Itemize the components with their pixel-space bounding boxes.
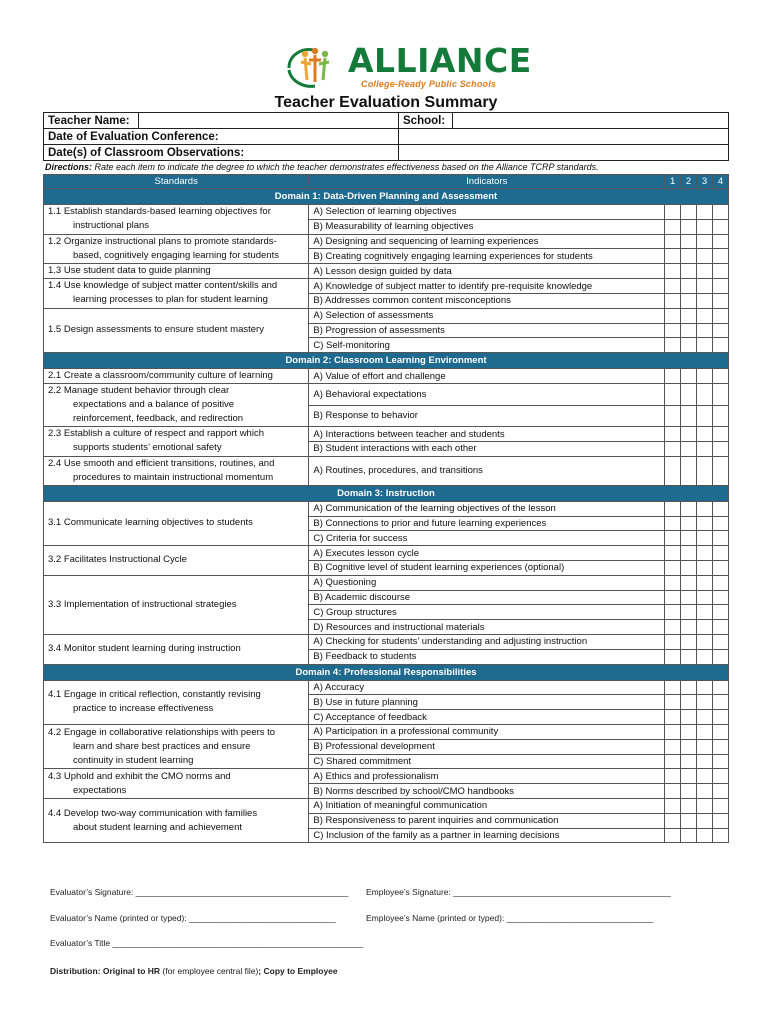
rating-cell-1[interactable] [665,219,681,234]
rating-cell-1[interactable] [665,784,681,799]
standard-cell [44,769,309,799]
rating-cell-2[interactable] [681,279,697,294]
rating-cell-4[interactable] [713,219,729,234]
rating-cell-2[interactable] [681,813,697,828]
standard-cell [44,546,309,576]
rating-cell-4[interactable] [713,710,729,725]
indicator-row [44,501,729,516]
rating-cell-2[interactable] [681,680,697,695]
standard-text: procedures to maintain instructional momentum [73,471,274,483]
indicator-cell: A) Lesson design guided by data [309,264,665,279]
rating-cell-1[interactable] [665,384,681,406]
rating-cell-4[interactable] [713,590,729,605]
rating-header-4: 4 [713,175,729,189]
indicator-row [44,384,729,406]
rating-cell-2[interactable] [681,769,697,784]
standard-text: 1.4 Use knowledge of subject matter content/skills and [48,280,278,292]
rating-cell-2[interactable] [681,308,697,323]
rating-cell-2[interactable] [681,384,697,406]
rating-cell-3[interactable] [697,813,713,828]
rating-cell-2[interactable] [681,739,697,754]
rating-cell-1[interactable] [665,695,681,710]
rating-cell-3[interactable] [697,323,713,338]
rating-cell-1[interactable] [665,739,681,754]
indicator-cell: D) Resources and instructional materials [309,620,665,635]
teacher-name-field[interactable] [139,113,399,129]
distribution-label: Distribution: Original to HR [50,966,161,976]
standard-text: 2.2 Manage student behavior through clear [48,385,230,397]
evaluator-signature-line[interactable]: Evaluator’s Signature: _____________________________________________ [50,887,349,897]
rating-cell-4[interactable] [713,264,729,279]
standard-cell [44,427,309,457]
rating-cell-4[interactable] [713,234,729,249]
standard-text: 4.3 Uphold and exhibit the CMO norms and [48,770,231,782]
rating-cell-4[interactable] [713,769,729,784]
evaluation-table [43,174,729,843]
indicator-row [44,575,729,590]
domain-title: Domain 4: Professional Responsibilities [44,664,729,680]
rating-cell-2[interactable] [681,724,697,739]
standard-text: 4.2 Engage in collaborative relationships with peers to [48,726,276,738]
rating-cell-3[interactable] [697,634,713,649]
domain-title: Domain 3: Instruction [44,485,729,501]
indicator-cell: B) Measurability of learning objectives [309,219,665,234]
rating-cell-3[interactable] [697,724,713,739]
indicator-cell: A) Executes lesson cycle [309,546,665,561]
rating-cell-1[interactable] [665,249,681,264]
standard-text: 3.2 Facilitates Instructional Cycle [48,554,187,566]
rating-cell-1[interactable] [665,620,681,635]
rating-cell-2[interactable] [681,205,697,220]
school-label: School: [399,113,453,129]
rating-cell-4[interactable] [713,575,729,590]
rating-cell-2[interactable] [681,516,697,531]
indicator-cell: B) Response to behavior [309,405,665,427]
rating-cell-3[interactable] [697,798,713,813]
employee-signature-line[interactable]: Employee’s Signature: ______________________________________________ [366,887,671,897]
rating-cell-1[interactable] [665,828,681,843]
rating-cell-1[interactable] [665,405,681,427]
teacher-name-label: Teacher Name: [44,113,139,129]
indicator-cell: A) Initiation of meaningful communication [309,798,665,813]
rating-header-3: 3 [697,175,713,189]
rating-cell-4[interactable] [713,546,729,561]
indicator-cell: B) Academic discourse [309,590,665,605]
indicator-cell: B) Cognitive level of student learning experiences (optional) [309,560,665,575]
rating-cell-2[interactable] [681,427,697,442]
rating-cell-2[interactable] [681,798,697,813]
rating-cell-3[interactable] [697,293,713,308]
rating-cell-4[interactable] [713,308,729,323]
observation-dates-field[interactable] [399,145,729,161]
indicator-cell: A) Designing and sequencing of learning experiences [309,234,665,249]
indicator-row [44,279,729,294]
standard-text: 1.1 Establish standards-based learning objectives for [48,206,271,218]
domain-title: Domain 2: Classroom Learning Environment [44,353,729,369]
distribution-end: ; Copy to Employee [258,966,338,976]
table-header-row [44,175,729,189]
rating-cell-3[interactable] [697,575,713,590]
rating-cell-3[interactable] [697,516,713,531]
rating-cell-1[interactable] [665,323,681,338]
rating-cell-2[interactable] [681,338,697,353]
rating-cell-2[interactable] [681,531,697,546]
rating-cell-4[interactable] [713,293,729,308]
directions [43,161,729,174]
rating-cell-2[interactable] [681,754,697,769]
standard-text: instructional plans [73,220,150,232]
domain-header-row [44,189,729,205]
evaluator-title-line[interactable]: Evaluator’s Title _____________________________________________________ [50,938,364,948]
indicator-cell: C) Self-monitoring [309,338,665,353]
indicator-row [44,798,729,813]
rating-cell-2[interactable] [681,501,697,516]
rating-cell-2[interactable] [681,784,697,799]
rating-cell-4[interactable] [713,279,729,294]
standard-cell [44,724,309,768]
rating-cell-3[interactable] [697,560,713,575]
standard-text: reinforcement, feedback, and redirection [73,413,244,425]
rating-cell-4[interactable] [713,405,729,427]
standard-cell [44,308,309,352]
rating-cell-1[interactable] [665,205,681,220]
standard-cell [44,264,309,279]
indicator-row [44,456,729,485]
rating-cell-4[interactable] [713,724,729,739]
employee-name-line[interactable]: Employee’s Name (printed or typed): _______________________________ [366,913,654,923]
indicator-cell: C) Group structures [309,605,665,620]
rating-cell-4[interactable] [713,456,729,485]
rating-cell-3[interactable] [697,828,713,843]
rating-cell-4[interactable] [713,369,729,384]
standard-cell [44,456,309,485]
standard-cell [44,501,309,545]
indicator-row [44,264,729,279]
rating-cell-4[interactable] [713,205,729,220]
indicator-row [44,234,729,249]
rating-cell-1[interactable] [665,710,681,725]
domain-title: Domain 1: Data-Driven Planning and Assessment [44,189,729,205]
rating-cell-4[interactable] [713,516,729,531]
rating-cell-1[interactable] [665,680,681,695]
standard-text: about student learning and achievement [73,821,243,833]
rating-cell-3[interactable] [697,279,713,294]
rating-cell-3[interactable] [697,710,713,725]
standard-text: learning processes to plan for student learning [73,294,268,306]
rating-cell-4[interactable] [713,649,729,664]
rating-cell-1[interactable] [665,813,681,828]
rating-cell-3[interactable] [697,680,713,695]
rating-cell-2[interactable] [681,560,697,575]
rating-cell-3[interactable] [697,249,713,264]
rating-cell-3[interactable] [697,531,713,546]
school-field[interactable] [453,113,729,129]
rating-cell-3[interactable] [697,234,713,249]
indicator-row [44,546,729,561]
rating-cell-4[interactable] [713,739,729,754]
rating-cell-3[interactable] [697,769,713,784]
indicator-cell: A) Interactions between teacher and students [309,427,665,442]
indicator-cell: A) Communication of the learning objectives of the lesson [309,501,665,516]
rating-cell-2[interactable] [681,634,697,649]
standard-text: 1.3 Use student data to guide planning [48,265,211,277]
indicator-cell: B) Responsiveness to parent inquiries and communication [309,813,665,828]
rating-cell-1[interactable] [665,769,681,784]
rating-cell-2[interactable] [681,546,697,561]
indicator-cell: B) Use in future planning [309,695,665,710]
rating-cell-4[interactable] [713,828,729,843]
rating-cell-1[interactable] [665,605,681,620]
standard-cell [44,369,309,384]
rating-cell-1[interactable] [665,308,681,323]
standard-text: supports students’ emotional safety [73,442,222,454]
rating-cell-2[interactable] [681,710,697,725]
evaluator-name-line[interactable]: Evaluator’s Name (printed or typed): _______________________________ [50,913,336,923]
rating-cell-2[interactable] [681,405,697,427]
rating-cell-3[interactable] [697,456,713,485]
rating-cell-4[interactable] [713,620,729,635]
conference-date-field[interactable] [399,129,729,145]
rating-cell-2[interactable] [681,293,697,308]
logo-tagline: College-Ready Public Schools [361,79,497,89]
rating-cell-4[interactable] [713,323,729,338]
rating-cell-4[interactable] [713,441,729,456]
standard-text: practice to increase effectiveness [73,703,214,715]
indicator-cell: B) Feedback to students [309,649,665,664]
indicator-cell: C) Inclusion of the family as a partner in learning decisions [309,828,665,843]
indicator-row [44,634,729,649]
rating-cell-4[interactable] [713,605,729,620]
rating-cell-1[interactable] [665,724,681,739]
indicator-cell: A) Selection of assessments [309,308,665,323]
rating-cell-1[interactable] [665,501,681,516]
standard-text: continuity in student learning [73,754,194,766]
indicator-cell: C) Acceptance of feedback [309,710,665,725]
rating-cell-3[interactable] [697,219,713,234]
rating-cell-4[interactable] [713,560,729,575]
standard-cell [44,680,309,724]
distribution-middle: (for employee central file) [160,966,259,976]
rating-cell-3[interactable] [697,649,713,664]
rating-cell-1[interactable] [665,560,681,575]
rating-cell-1[interactable] [665,293,681,308]
indicator-cell: A) Routines, procedures, and transitions [309,456,665,485]
rating-cell-1[interactable] [665,798,681,813]
rating-cell-3[interactable] [697,308,713,323]
standard-cell [44,384,309,427]
domain-header-row [44,353,729,369]
rating-cell-1[interactable] [665,427,681,442]
rating-cell-1[interactable] [665,441,681,456]
indicator-cell: C) Shared commitment [309,754,665,769]
indicator-cell: A) Value of effort and challenge [309,369,665,384]
indicator-row [44,205,729,220]
indicator-row [44,724,729,739]
indicator-row [44,308,729,323]
standard-text: expectations and a balance of positive [73,399,235,411]
standard-text: 3.3 Implementation of instructional strategies [48,598,237,610]
standard-text: learn and share best practices and ensure [73,740,251,752]
rating-cell-3[interactable] [697,205,713,220]
rating-cell-3[interactable] [697,501,713,516]
rating-cell-3[interactable] [697,695,713,710]
domain-header-row [44,664,729,680]
rating-cell-4[interactable] [713,784,729,799]
rating-cell-3[interactable] [697,441,713,456]
rating-cell-1[interactable] [665,649,681,664]
indicator-cell: B) Connections to prior and future learning experiences [309,516,665,531]
rating-cell-3[interactable] [697,264,713,279]
rating-cell-2[interactable] [681,575,697,590]
rating-cell-2[interactable] [681,649,697,664]
rating-cell-1[interactable] [665,546,681,561]
indicator-cell: B) Progression of assessments [309,323,665,338]
rating-header-1: 1 [665,175,681,189]
rating-cell-2[interactable] [681,219,697,234]
rating-cell-1[interactable] [665,338,681,353]
rating-cell-2[interactable] [681,605,697,620]
rating-cell-3[interactable] [697,754,713,769]
indicator-cell: A) Behavioral expectations [309,384,665,406]
standard-cell [44,279,309,309]
rating-cell-4[interactable] [713,501,729,516]
rating-cell-4[interactable] [713,798,729,813]
indicator-cell: B) Student interactions with each other [309,441,665,456]
rating-cell-4[interactable] [713,531,729,546]
directions-label: Directions: [45,162,93,172]
standard-text: 2.1 Create a classroom/community culture of learning [48,370,273,382]
standard-text: 2.3 Establish a culture of respect and rapport which [48,428,264,440]
standard-text: 1.5 Design assessments to ensure student mastery [48,324,264,336]
indicator-cell: A) Questioning [309,575,665,590]
rating-cell-4[interactable] [713,695,729,710]
standard-text: 3.1 Communicate learning objectives to students [48,517,253,529]
standard-text: expectations [73,784,127,796]
rating-cell-2[interactable] [681,264,697,279]
alliance-figures-icon [283,44,345,90]
indicator-row [44,427,729,442]
rating-cell-2[interactable] [681,249,697,264]
rating-cell-1[interactable] [665,531,681,546]
rating-cell-1[interactable] [665,456,681,485]
directions-text: Rate each item to indicate the degree to which the teacher demonstrates effectiveness based on the Alliance TCRP standards. [92,162,599,172]
rating-cell-2[interactable] [681,590,697,605]
rating-cell-4[interactable] [713,634,729,649]
rating-cell-3[interactable] [697,546,713,561]
domain-header-row [44,485,729,501]
rating-cell-3[interactable] [697,405,713,427]
rating-cell-1[interactable] [665,369,681,384]
rating-cell-1[interactable] [665,234,681,249]
indicator-row [44,769,729,784]
indicator-row [44,369,729,384]
rating-cell-3[interactable] [697,620,713,635]
standard-text: 4.4 Develop two-way communication with families [48,807,258,819]
rating-cell-4[interactable] [713,338,729,353]
rating-cell-3[interactable] [697,590,713,605]
rating-cell-1[interactable] [665,575,681,590]
rating-cell-2[interactable] [681,369,697,384]
standard-cell [44,798,309,842]
indicators-header: Indicators [309,175,665,189]
rating-cell-3[interactable] [697,369,713,384]
rating-cell-1[interactable] [665,754,681,769]
rating-cell-1[interactable] [665,279,681,294]
standard-text: 3.4 Monitor student learning during instruction [48,643,241,655]
rating-cell-1[interactable] [665,264,681,279]
indicator-cell: A) Accuracy [309,680,665,695]
standard-cell [44,634,309,664]
standard-text: 2.4 Use smooth and efficient transitions, routines, and [48,457,275,469]
indicator-cell: A) Knowledge of subject matter to identify pre-requisite knowledge [309,279,665,294]
rating-cell-4[interactable] [713,754,729,769]
rating-cell-2[interactable] [681,695,697,710]
rating-cell-4[interactable] [713,384,729,406]
logo-wordmark: ALLIANCE [348,41,532,80]
indicator-cell: B) Addresses common content misconceptions [309,293,665,308]
indicator-cell: B) Professional development [309,739,665,754]
evaluation-page [43,0,729,843]
standard-cell [44,234,309,264]
standard-text: based, cognitively engaging learning for students [73,249,279,261]
logo [43,0,729,94]
standard-text: 1.2 Organize instructional plans to promote standards- [48,235,277,247]
rating-cell-4[interactable] [713,813,729,828]
rating-cell-2[interactable] [681,323,697,338]
distribution-note [50,966,338,976]
rating-cell-3[interactable] [697,784,713,799]
standard-cell [44,205,309,235]
rating-cell-2[interactable] [681,441,697,456]
rating-cell-4[interactable] [713,427,729,442]
indicator-cell: A) Ethics and professionalism [309,769,665,784]
page-title: Teacher Evaluation Summary [274,94,498,111]
teacher-info-table [43,112,729,161]
rating-cell-1[interactable] [665,516,681,531]
rating-cell-4[interactable] [713,249,729,264]
standard-text: 4.1 Engage in critical reflection, constantly revising [48,689,261,701]
rating-header-2: 2 [681,175,697,189]
rating-cell-2[interactable] [681,234,697,249]
observation-dates-label: Date(s) of Classroom Observations: [44,145,399,161]
indicator-cell: A) Participation in a professional community [309,724,665,739]
standards-header: Standards [44,175,309,189]
rating-cell-1[interactable] [665,590,681,605]
rating-cell-3[interactable] [697,384,713,406]
rating-cell-2[interactable] [681,620,697,635]
rating-cell-3[interactable] [697,338,713,353]
indicator-cell: B) Norms described by school/CMO handbooks [309,784,665,799]
indicator-cell: B) Creating cognitively engaging learning experiences for students [309,249,665,264]
rating-cell-4[interactable] [713,680,729,695]
conference-date-label: Date of Evaluation Conference: [44,129,399,145]
rating-cell-3[interactable] [697,605,713,620]
rating-cell-2[interactable] [681,828,697,843]
rating-cell-3[interactable] [697,739,713,754]
indicator-row [44,680,729,695]
rating-cell-2[interactable] [681,456,697,485]
standard-cell [44,575,309,634]
indicator-cell: C) Criteria for success [309,531,665,546]
rating-cell-3[interactable] [697,427,713,442]
rating-cell-1[interactable] [665,634,681,649]
indicator-cell: A) Selection of learning objectives [309,205,665,220]
indicator-cell: A) Checking for students’ understanding and adjusting instruction [309,634,665,649]
